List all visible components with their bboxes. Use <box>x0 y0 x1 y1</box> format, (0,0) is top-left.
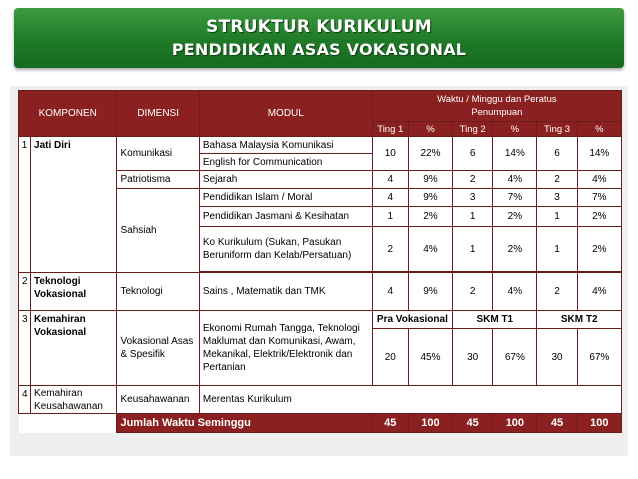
value-cell: 4 <box>372 189 408 207</box>
dimensi-cell: Vokasional Asas & Spesifik <box>117 311 199 386</box>
subheader-ting3: Ting 3 <box>537 122 577 137</box>
header-modul: MODUL <box>199 91 372 137</box>
total-label: Jumlah Waktu Seminggu <box>117 414 372 433</box>
value-cell: 2% <box>577 227 621 272</box>
skm-t2-header: SKM T2 <box>537 311 622 329</box>
header-komponen: KOMPONEN <box>19 91 117 137</box>
value-cell: 2 <box>453 171 493 189</box>
row-number: 2 <box>19 273 31 311</box>
value-cell: 2 <box>372 227 408 272</box>
value-cell: 2 <box>537 273 577 311</box>
value-cell: 14% <box>493 137 537 171</box>
value-cell: 4 <box>372 171 408 189</box>
subheader-pct1: % <box>408 122 452 137</box>
total-value: 100 <box>408 414 452 433</box>
header-dimensi: DIMENSI <box>117 91 199 137</box>
value-cell: 2% <box>408 207 452 227</box>
skm-t1-header: SKM T1 <box>453 311 537 329</box>
table-row <box>19 386 622 414</box>
value-cell: 1 <box>453 227 493 272</box>
modul-cell: Merentas Kurikulum <box>199 386 621 414</box>
value-cell: 1 <box>537 207 577 227</box>
table-row <box>19 137 622 154</box>
value-cell: 4% <box>577 171 621 189</box>
value-cell: 30 <box>537 329 577 386</box>
value-cell: 6 <box>453 137 493 171</box>
dimensi-cell: Teknologi <box>117 273 199 311</box>
value-cell: 67% <box>577 329 621 386</box>
value-cell: 20 <box>372 329 408 386</box>
value-cell: 22% <box>408 137 452 171</box>
total-value: 45 <box>372 414 408 433</box>
value-cell: 2% <box>493 227 537 272</box>
komponen-cell: Jati Diri <box>31 137 117 273</box>
table-row <box>19 273 622 311</box>
subheader-pct3: % <box>577 122 621 137</box>
value-cell: 1 <box>372 207 408 227</box>
modul-cell: Ko Kurikulum (Sukan, Pasukan Beruniform dan Kelab/Persatuan) <box>199 227 372 272</box>
modul-cell: English for Communication <box>199 154 372 171</box>
title-line-1: STRUKTUR KURIKULUM <box>206 17 432 37</box>
table-row <box>19 311 622 329</box>
title-banner <box>14 8 624 68</box>
total-value: 45 <box>453 414 493 433</box>
value-cell: 1 <box>453 207 493 227</box>
value-cell: 7% <box>577 189 621 207</box>
value-cell: 4% <box>577 273 621 311</box>
value-cell: 2 <box>537 171 577 189</box>
komponen-cell: Kemahiran Vokasional <box>31 311 117 386</box>
header-row <box>19 91 622 122</box>
value-cell: 45% <box>408 329 452 386</box>
modul-cell: Pendidikan Jasmani & Kesihatan <box>199 207 372 227</box>
value-cell: 6 <box>537 137 577 171</box>
value-cell: 9% <box>408 189 452 207</box>
total-row <box>19 414 622 433</box>
value-cell: 2% <box>577 207 621 227</box>
value-cell: 9% <box>408 273 452 311</box>
value-cell: 4% <box>493 273 537 311</box>
value-cell: 7% <box>493 189 537 207</box>
blank-cell <box>19 414 117 433</box>
value-cell: 4 <box>372 273 408 311</box>
value-cell: 4% <box>408 227 452 272</box>
dimensi-cell: Komunikasi <box>117 137 199 171</box>
value-cell: 14% <box>577 137 621 171</box>
value-cell: 2% <box>493 207 537 227</box>
modul-cell: Bahasa Malaysia Komunikasi <box>199 137 372 154</box>
komponen-cell: Teknologi Vokasional <box>31 273 117 311</box>
value-cell: 9% <box>408 171 452 189</box>
row-number: 3 <box>19 311 31 386</box>
pra-vokasional-header: Pra Vokasional <box>372 311 452 329</box>
row-number: 1 <box>19 137 31 273</box>
subheader-ting2: Ting 2 <box>453 122 493 137</box>
total-value: 100 <box>577 414 621 433</box>
subheader-ting1: Ting 1 <box>372 122 408 137</box>
value-cell: 1 <box>537 227 577 272</box>
curriculum-table <box>18 90 622 433</box>
dimensi-cell: Keusahawanan <box>117 386 199 414</box>
total-value: 45 <box>537 414 577 433</box>
komponen-cell: Kemahiran Keusahawanan <box>31 386 117 414</box>
title-line-2: PENDIDIKAN ASAS VOKASIONAL <box>171 40 467 59</box>
dimensi-cell: Sahsiah <box>117 189 199 273</box>
modul-cell: Pendidikan Islam / Moral <box>199 189 372 207</box>
value-cell: 3 <box>453 189 493 207</box>
modul-cell: Sejarah <box>199 171 372 189</box>
value-cell: 30 <box>453 329 493 386</box>
value-cell: 10 <box>372 137 408 171</box>
modul-cell: Ekonomi Rumah Tangga, Teknologi Maklumat dan Komunikasi, Awam, Mekanikal, Elektrik/Elektronik dan Pertanian <box>199 311 372 386</box>
row-number: 4 <box>19 386 31 414</box>
value-cell: 3 <box>537 189 577 207</box>
value-cell: 4% <box>493 171 537 189</box>
value-cell: 2 <box>453 273 493 311</box>
dimensi-cell: Patriotisma <box>117 171 199 189</box>
header-waktu: Waktu / Minggu dan Peratus Penumpuan <box>372 91 621 122</box>
value-cell: 67% <box>493 329 537 386</box>
subheader-pct2: % <box>493 122 537 137</box>
total-value: 100 <box>493 414 537 433</box>
modul-cell: Sains , Matematik dan TMK <box>199 273 372 311</box>
